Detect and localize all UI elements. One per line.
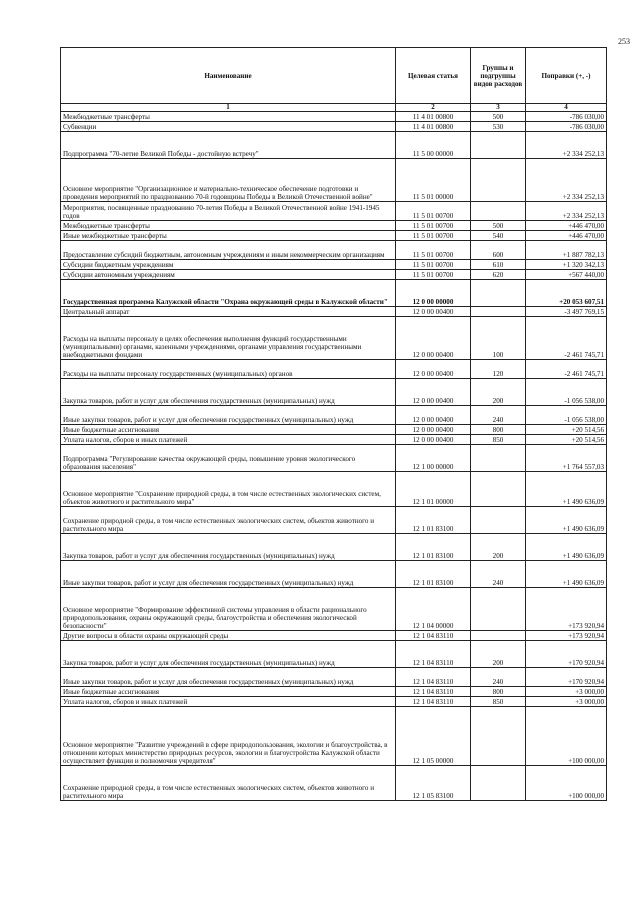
cell-target-code: 12 1 04 83110 bbox=[396, 697, 471, 707]
cell-group-code bbox=[471, 280, 526, 307]
table-row bbox=[61, 435, 607, 445]
table-row bbox=[61, 231, 607, 241]
cell-amendment: +20 514,56 bbox=[526, 425, 607, 435]
cell-name: Подпрограмма "Регулирование качества окружающей среды, повышение уровня экологического образования населения" bbox=[61, 445, 396, 472]
column-number: 4 bbox=[526, 104, 607, 112]
cell-target-code: 12 1 00 00000 bbox=[396, 445, 471, 472]
cell-group-code: 800 bbox=[471, 687, 526, 697]
table-row bbox=[61, 425, 607, 435]
cell-name: Закупка товаров, работ и услуг для обеспечения государственных (муниципальных) нужд bbox=[61, 379, 396, 406]
cell-name: Уплата налогов, сборов и иных платежей bbox=[61, 697, 396, 707]
table-row bbox=[61, 445, 607, 472]
table-row bbox=[61, 360, 607, 379]
table-row bbox=[61, 307, 607, 317]
cell-target-code: 12 1 04 83110 bbox=[396, 631, 471, 641]
header-name: Наименование bbox=[61, 48, 396, 104]
cell-name: Закупка товаров, работ и услуг для обеспечения государственных (муниципальных) нужд bbox=[61, 534, 396, 561]
cell-target-code: 11 5 00 00000 bbox=[396, 132, 471, 159]
cell-group-code: 100 bbox=[471, 317, 526, 360]
cell-target-code: 11 5 01 00700 bbox=[396, 260, 471, 270]
cell-group-code: 500 bbox=[471, 112, 526, 122]
cell-name: Сохранение природной среды, в том числе естественных экологических систем, объектов животного и растительного мира bbox=[61, 766, 396, 801]
cell-amendment: -2 461 745,71 bbox=[526, 317, 607, 360]
cell-target-code: 12 1 05 83100 bbox=[396, 766, 471, 801]
cell-amendment: +100 000,00 bbox=[526, 707, 607, 766]
cell-amendment: -2 461 745,71 bbox=[526, 360, 607, 379]
cell-target-code: 11 5 01 00700 bbox=[396, 241, 471, 260]
cell-group-code: 850 bbox=[471, 697, 526, 707]
table-row bbox=[61, 687, 607, 697]
cell-amendment: +170 920,94 bbox=[526, 668, 607, 687]
cell-target-code: 11 5 01 00000 bbox=[396, 159, 471, 202]
cell-target-code: 12 1 01 83100 bbox=[396, 561, 471, 588]
table-row bbox=[61, 472, 607, 507]
cell-group-code bbox=[471, 766, 526, 801]
cell-amendment: -3 497 769,15 bbox=[526, 307, 607, 317]
table-row bbox=[61, 534, 607, 561]
cell-amendment: +3 000,00 bbox=[526, 697, 607, 707]
cell-target-code: 12 1 05 00000 bbox=[396, 707, 471, 766]
cell-name: Межбюджетные трансферты bbox=[61, 221, 396, 231]
cell-group-code: 600 bbox=[471, 241, 526, 260]
cell-name: Межбюджетные трансферты bbox=[61, 112, 396, 122]
cell-group-code: 240 bbox=[471, 561, 526, 588]
cell-name: Предоставление субсидий бюджетным, автономным учреждениям и иным некоммерческим организациям bbox=[61, 241, 396, 260]
column-number: 2 bbox=[396, 104, 471, 112]
cell-group-code bbox=[471, 507, 526, 534]
cell-group-code: 800 bbox=[471, 425, 526, 435]
cell-group-code: 850 bbox=[471, 435, 526, 445]
cell-target-code: 12 0 00 00400 bbox=[396, 425, 471, 435]
header-amend: Поправки (+, -) bbox=[526, 48, 607, 104]
cell-name: Иные бюджетные ассигнования bbox=[61, 687, 396, 697]
table-row bbox=[61, 379, 607, 406]
cell-amendment: +100 000,00 bbox=[526, 766, 607, 801]
cell-group-code bbox=[471, 307, 526, 317]
table-row bbox=[61, 241, 607, 260]
cell-group-code bbox=[471, 631, 526, 641]
cell-target-code: 11 5 01 00700 bbox=[396, 231, 471, 241]
cell-target-code: 12 0 00 00400 bbox=[396, 360, 471, 379]
cell-group-code: 200 bbox=[471, 379, 526, 406]
cell-name: Субсидии бюджетным учреждениям bbox=[61, 260, 396, 270]
cell-target-code: 12 0 00 00400 bbox=[396, 307, 471, 317]
cell-name: Иные закупки товаров, работ и услуг для обеспечения государственных (муниципальных) нужд bbox=[61, 561, 396, 588]
cell-group-code: 120 bbox=[471, 360, 526, 379]
header-row bbox=[61, 48, 607, 104]
cell-target-code: 11 5 01 00700 bbox=[396, 221, 471, 231]
cell-target-code: 11 4 01 00800 bbox=[396, 122, 471, 132]
cell-amendment: +446 470,00 bbox=[526, 221, 607, 231]
table-body bbox=[61, 112, 607, 801]
cell-amendment: +20 514,56 bbox=[526, 435, 607, 445]
cell-name: Другие вопросы в области охраны окружающей среды bbox=[61, 631, 396, 641]
cell-target-code: 12 1 01 00000 bbox=[396, 472, 471, 507]
table-row bbox=[61, 270, 607, 280]
column-number: 3 bbox=[471, 104, 526, 112]
cell-group-code: 240 bbox=[471, 406, 526, 425]
cell-amendment: +170 920,94 bbox=[526, 641, 607, 668]
cell-amendment: +446 470,00 bbox=[526, 231, 607, 241]
table-row bbox=[61, 406, 607, 425]
table-row bbox=[61, 707, 607, 766]
cell-group-code: 500 bbox=[471, 221, 526, 231]
cell-amendment: +2 334 252,13 bbox=[526, 202, 607, 221]
cell-name: Основное мероприятие "Организационное и материально-техническое обеспечение подготовки и проведения мероприятий по празднованию 70-й годовщины Победы в Великой Отечественной войне" bbox=[61, 159, 396, 202]
cell-group-code bbox=[471, 588, 526, 631]
cell-group-code: 530 bbox=[471, 122, 526, 132]
cell-amendment: -786 030,00 bbox=[526, 112, 607, 122]
cell-target-code: 11 4 01 00800 bbox=[396, 112, 471, 122]
cell-name: Расходы на выплаты персоналу в целях обеспечения выполнения функций государственными (муниципальными) органами, казенными учреждениями, органами управления государственными внебюджетными фондами bbox=[61, 317, 396, 360]
cell-name: Подпрограмма "70-летие Великой Победы - достойную встречу" bbox=[61, 132, 396, 159]
cell-name: Государственная программа Калужской области "Охрана окружающей среды в Калужской области" bbox=[61, 280, 396, 307]
cell-target-code: 12 1 01 83100 bbox=[396, 534, 471, 561]
cell-group-code: 200 bbox=[471, 641, 526, 668]
cell-group-code: 540 bbox=[471, 231, 526, 241]
cell-name: Основное мероприятие "Сохранение природной среды, в том числе естественных экологических систем, объектов животного и растительного мира" bbox=[61, 472, 396, 507]
cell-group-code bbox=[471, 159, 526, 202]
cell-amendment: +1 490 636,09 bbox=[526, 561, 607, 588]
cell-target-code: 12 0 00 00400 bbox=[396, 406, 471, 425]
table-row bbox=[61, 641, 607, 668]
table-row bbox=[61, 122, 607, 132]
cell-amendment: +173 920,94 bbox=[526, 588, 607, 631]
cell-amendment: +567 440,00 bbox=[526, 270, 607, 280]
cell-amendment: -1 056 538,00 bbox=[526, 379, 607, 406]
cell-amendment: +1 887 782,13 bbox=[526, 241, 607, 260]
cell-target-code: 12 0 00 00400 bbox=[396, 435, 471, 445]
budget-table bbox=[60, 47, 607, 801]
cell-name: Основное мероприятие "Развитие учреждений в сфере природопользования, экологии и благоустройства, в отношении которых министерство природных ресурсов, экологии и благоустройства Калужской области осуществляет функции и полномочия учредителя" bbox=[61, 707, 396, 766]
table-row bbox=[61, 132, 607, 159]
cell-name: Основное мероприятие "Формирование эффективной системы управления в области рационального природопользования, охраны окружающей среды, благоустройства и обеспечения экологической безопасности" bbox=[61, 588, 396, 631]
cell-amendment: -786 030,00 bbox=[526, 122, 607, 132]
cell-target-code: 12 0 00 00400 bbox=[396, 379, 471, 406]
cell-target-code: 12 1 04 83110 bbox=[396, 668, 471, 687]
cell-group-code: 620 bbox=[471, 270, 526, 280]
cell-group-code bbox=[471, 707, 526, 766]
cell-target-code: 12 0 00 00400 bbox=[396, 317, 471, 360]
table-row bbox=[61, 588, 607, 631]
cell-group-code: 240 bbox=[471, 668, 526, 687]
cell-name: Иные закупки товаров, работ и услуг для обеспечения государственных (муниципальных) нужд bbox=[61, 668, 396, 687]
cell-target-code: 12 1 01 83100 bbox=[396, 507, 471, 534]
cell-group-code bbox=[471, 472, 526, 507]
cell-amendment: -1 056 538,00 bbox=[526, 406, 607, 425]
cell-name: Уплата налогов, сборов и иных платежей bbox=[61, 435, 396, 445]
cell-name: Центральный аппарат bbox=[61, 307, 396, 317]
cell-target-code: 12 1 04 83110 bbox=[396, 641, 471, 668]
cell-amendment: +1 764 557,03 bbox=[526, 445, 607, 472]
table-row bbox=[61, 507, 607, 534]
table-row bbox=[61, 697, 607, 707]
cell-amendment: +2 334 252,13 bbox=[526, 159, 607, 202]
cell-name: Иные закупки товаров, работ и услуг для обеспечения государственных (муниципальных) нужд bbox=[61, 406, 396, 425]
cell-group-code bbox=[471, 445, 526, 472]
cell-name: Расходы на выплаты персоналу государственных (муниципальных) органов bbox=[61, 360, 396, 379]
column-number-row bbox=[61, 104, 607, 112]
table-row bbox=[61, 260, 607, 270]
cell-target-code: 11 5 01 00700 bbox=[396, 202, 471, 221]
cell-name: Мероприятия, посвященные празднованию 70-летия Победы в Великой Отечественной войне 1941-1945 годов bbox=[61, 202, 396, 221]
cell-name: Сохранение природной среды, в том числе естественных экологических систем, объектов животного и растительного мира bbox=[61, 507, 396, 534]
cell-group-code bbox=[471, 202, 526, 221]
cell-amendment: +1 490 636,09 bbox=[526, 507, 607, 534]
cell-target-code: 12 1 04 83110 bbox=[396, 687, 471, 697]
cell-target-code: 11 5 01 00700 bbox=[396, 270, 471, 280]
cell-group-code bbox=[471, 132, 526, 159]
cell-group-code: 610 bbox=[471, 260, 526, 270]
cell-target-code: 12 1 04 00000 bbox=[396, 588, 471, 631]
cell-name: Закупка товаров, работ и услуг для обеспечения государственных (муниципальных) нужд bbox=[61, 641, 396, 668]
column-number: 1 bbox=[61, 104, 396, 112]
table-row bbox=[61, 112, 607, 122]
cell-amendment: +1 490 636,09 bbox=[526, 534, 607, 561]
cell-group-code: 200 bbox=[471, 534, 526, 561]
table-row bbox=[61, 202, 607, 221]
cell-name: Субсидии автономным учреждениям bbox=[61, 270, 396, 280]
cell-target-code: 12 0 00 00000 bbox=[396, 280, 471, 307]
table-row bbox=[61, 317, 607, 360]
table-row bbox=[61, 280, 607, 307]
header-group: Группы и подгруппы видов расходов bbox=[471, 48, 526, 104]
table-row bbox=[61, 668, 607, 687]
cell-amendment: +2 334 252,13 bbox=[526, 132, 607, 159]
table-row bbox=[61, 766, 607, 801]
cell-name: Иные межбюджетные трансферты bbox=[61, 231, 396, 241]
table-row bbox=[61, 561, 607, 588]
header-target: Целевая статья bbox=[396, 48, 471, 104]
table-row bbox=[61, 159, 607, 202]
cell-amendment: +20 053 607,51 bbox=[526, 280, 607, 307]
cell-amendment: +3 000,00 bbox=[526, 687, 607, 697]
cell-amendment: +1 320 342,13 bbox=[526, 260, 607, 270]
cell-name: Иные бюджетные ассигнования bbox=[61, 425, 396, 435]
table-row bbox=[61, 221, 607, 231]
cell-amendment: +173 920,94 bbox=[526, 631, 607, 641]
cell-name: Субвенции bbox=[61, 122, 396, 132]
page-number: 253 bbox=[618, 37, 630, 46]
cell-amendment: +1 490 636,09 bbox=[526, 472, 607, 507]
table-row bbox=[61, 631, 607, 641]
